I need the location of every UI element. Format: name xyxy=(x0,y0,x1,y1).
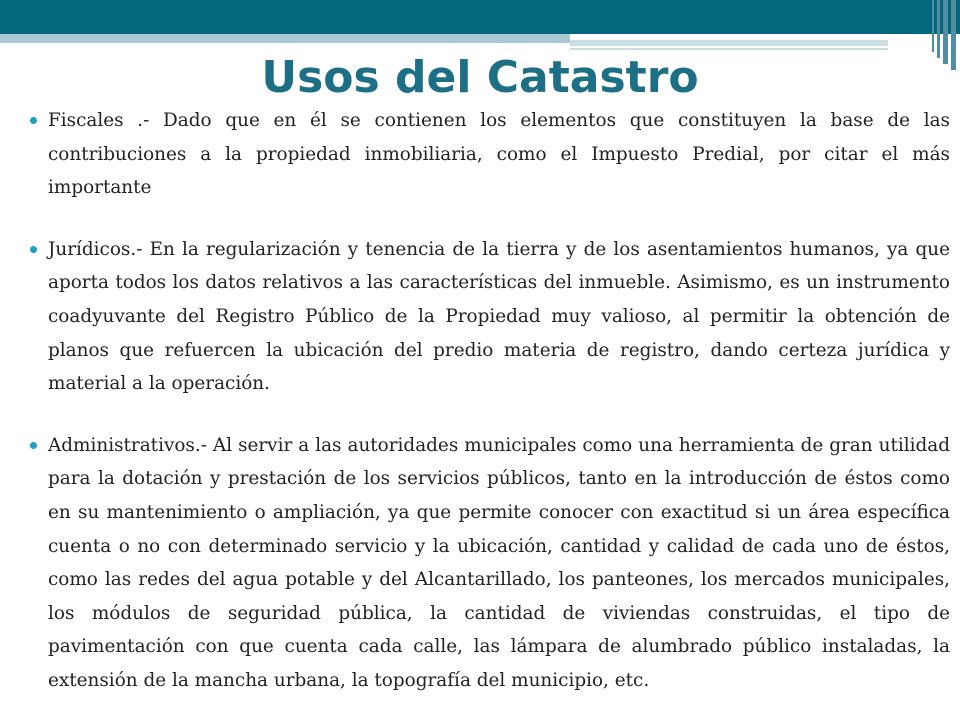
bullet-dot-icon xyxy=(30,442,37,449)
bullet-dot-icon xyxy=(30,117,37,124)
bullet-text: Jurídicos.- En la regularización y tenencia de la tierra y de los asentamientos humanos, ya que aporta todos los datos relativos a las características del inmueble. Asimismo, es un instrumento coadyuvante del Registro Público de la Propiedad muy valioso, al permitir la obtención de planos que refuercen la ubicación del predio materia de registro, dando certeza jurídica y material a la operación. xyxy=(48,238,950,395)
bullet-item-juridicos xyxy=(30,233,950,401)
bullet-item-fiscales xyxy=(30,104,950,205)
bullet-list xyxy=(30,104,950,720)
header-band xyxy=(0,0,960,34)
slide-title: Usos del Catastro xyxy=(261,52,699,103)
stripe xyxy=(932,0,934,52)
bullet-dot-icon xyxy=(30,246,37,253)
header-band-light-left xyxy=(0,34,570,43)
bullet-item-administrativos xyxy=(30,429,950,698)
header-band-light-right xyxy=(570,40,888,50)
bullet-text: Fiscales .- Dado que en él se contienen los elementos que constituyen la base de las contribuciones a la propiedad inmobiliaria, como el Impuesto Predial, por citar el más importante xyxy=(48,110,950,199)
header-band-line xyxy=(570,46,888,48)
bullet-text: Administrativos.- Al servir a las autoridades municipales como una herramienta de gran utilidad para la dotación y prestación de los servicios públicos, tanto en la introducción de éstos como en su mantenimiento o ampliación, ya que permite conocer con exactitud si un área específica cuenta o no con determinado servicio y la ubicación, cantidad y calidad de cada uno de éstos, como las redes del agua potable y del Alcantarillado, los panteones, los mercados municipales, los módulos de seguridad pública, la cantidad de viviendas construidas, el tipo de pavimentación con que cuenta cada calle, las lámpara de alumbrado público instaladas, la extensión de la mancha urbana, la topografía del municipio, etc. xyxy=(48,434,950,691)
